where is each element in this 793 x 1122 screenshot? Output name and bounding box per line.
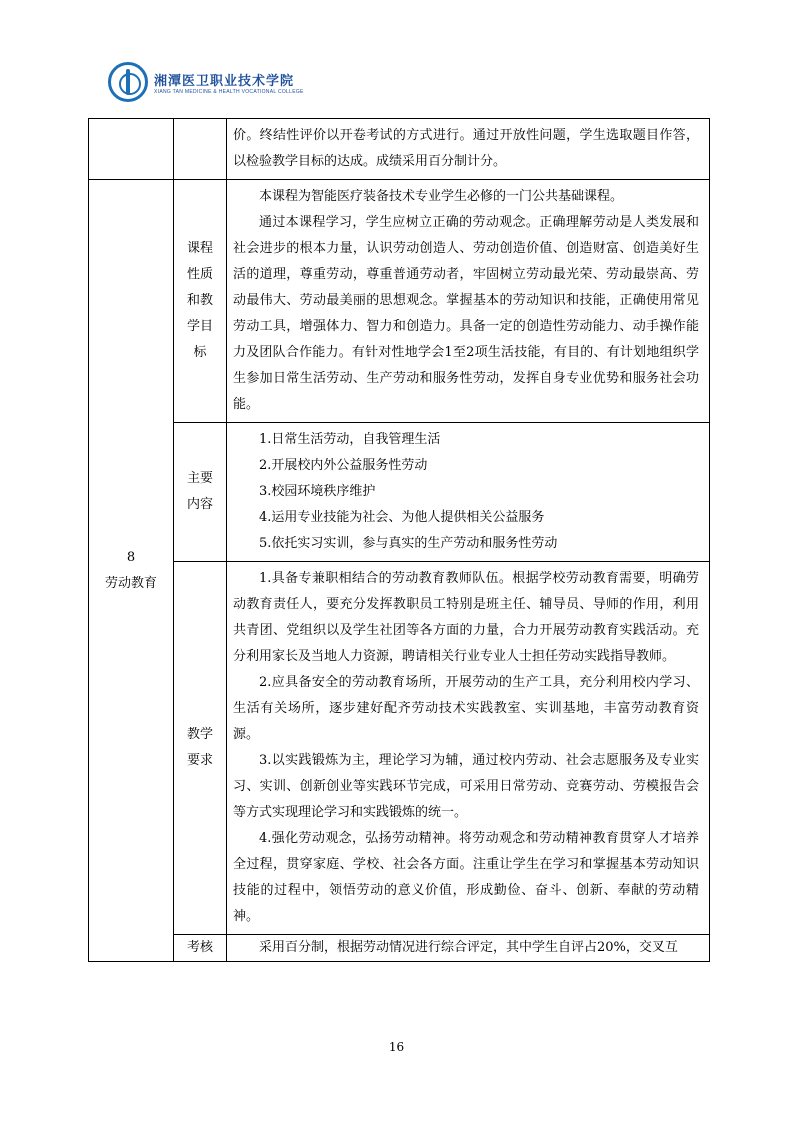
nature-label-cell: [174, 180, 227, 423]
table-row: [89, 562, 710, 935]
content-list-cell: [227, 423, 710, 562]
school-name-en: XIANG TAN MEDICINE & HEALTH VOCATIONAL COLLEGE: [154, 88, 304, 95]
list-item: 5.依托实习实训，参与真实的生产劳动和服务性劳动: [259, 536, 558, 551]
nature-paragraph: 本课程为智能医疗装备技术专业学生必修的一门公共基础课程。: [259, 189, 624, 204]
assessment-content-cell: [227, 935, 710, 962]
evaluation-continuation-cell: [227, 119, 710, 180]
list-item: 1.日常生活劳动，自我管理生活: [259, 432, 441, 447]
table-row: [89, 423, 710, 562]
nature-label: 课程性质和教学目标: [186, 241, 213, 360]
table-row: [89, 119, 710, 180]
course-number: 8: [126, 549, 136, 565]
nature-paragraph: 通过本课程学习，学生应树立正确的劳动观念。正确理解劳动是人类发展和社会进步的根本力量，认识劳动创造人、劳动创造价值、创造财富、创造美好生活的道理，尊重劳动，尊重普通劳动者，牢固树立劳动最光荣、劳动最崇高、劳动最伟大、劳动最美丽的思想观念。掌握基本的劳动知识和技能，正确使用常见劳动工具，增强体力、智力和创造力。具备一定的创造性劳动能力、动手操作能力及团队合作能力。有针对性地学会1至2项生活技能，有目的、有计划地组织学生参加日常生活劳动、生产劳动和服务性劳动，发挥自身专业优势和服务社会功能。: [233, 215, 699, 412]
requirements-paragraph: 1.具备专兼职相结合的劳动教育教师队伍。根据学校劳动教育需要，明确劳动教育责任人，要充分发挥教职员工特别是班主任、辅导员、导师的作用，利用共青团、党组织以及学生社团等各方面的力量，合力开展劳动教育实践活动。充分利用家长及当地人力资源，聘请相关行业专业人士担任劳动实践指导教师。: [233, 571, 699, 664]
assessment-text: 采用百分制，根据劳动情况进行综合评定，其中学生自评占20%，交叉互: [259, 940, 678, 955]
curriculum-table: [88, 118, 710, 962]
requirements-label: 教学要求: [186, 727, 213, 768]
school-name-cn: 湘潭医卫职业技术学院: [154, 73, 295, 89]
list-item: 4.运用专业技能为社会、为他人提供相关公益服务: [259, 510, 545, 525]
evaluation-text: 价。终结性评价以开卷考试的方式进行。通过开放性问题，学生选取题目作答，以检验教学目标的达成。成绩采用百分制计分。: [233, 128, 699, 169]
school-logo-icon: [108, 62, 148, 102]
course-name: 劳动教育: [104, 575, 157, 591]
requirements-paragraph: 4.强化劳动观念，弘扬劳动精神。将劳动观念和劳动精神教育贯穿人才培养全过程，贯穿家庭、学校、社会各方面。注重让学生在学习和掌握基本劳动知识技能的过程中，领悟劳动的意义价值，形成勤俭、奋斗、创新、奉献的劳动精神。: [233, 831, 699, 924]
table-row: [89, 935, 710, 962]
page-number: 16: [388, 1040, 405, 1054]
content-label-cell: [174, 423, 227, 562]
assessment-label: 考核: [186, 940, 213, 955]
requirements-paragraph: 3.以实践锻炼为主，理论学习为辅，通过校内劳动、社会志愿服务及专业实习、实训、创新创业等实践环节完成，可采用日常劳动、竞赛劳动、劳模报告会等方式实现理论学习和实践锻炼的统一。: [233, 753, 699, 820]
content-label: 主要内容: [186, 471, 213, 512]
course-cell: [89, 180, 174, 962]
nature-content-cell: [227, 180, 710, 423]
requirements-label-cell: [174, 562, 227, 935]
list-item: 3.校园环境秩序维护: [259, 484, 376, 499]
school-logo-text: [154, 70, 304, 95]
assessment-label-cell: [174, 935, 227, 962]
page-header: [108, 60, 304, 104]
table-row: [89, 180, 710, 423]
requirements-paragraph: 2.应具备安全的劳动教育场所，开展劳动的生产工具，充分利用校内学习、生活有关场所，逐步建好配齐劳动技术实践教室、实训基地，丰富劳动教育资源。: [233, 675, 699, 742]
list-item: 2.开展校内外公益服务性劳动: [259, 458, 428, 473]
requirements-content-cell: [227, 562, 710, 935]
